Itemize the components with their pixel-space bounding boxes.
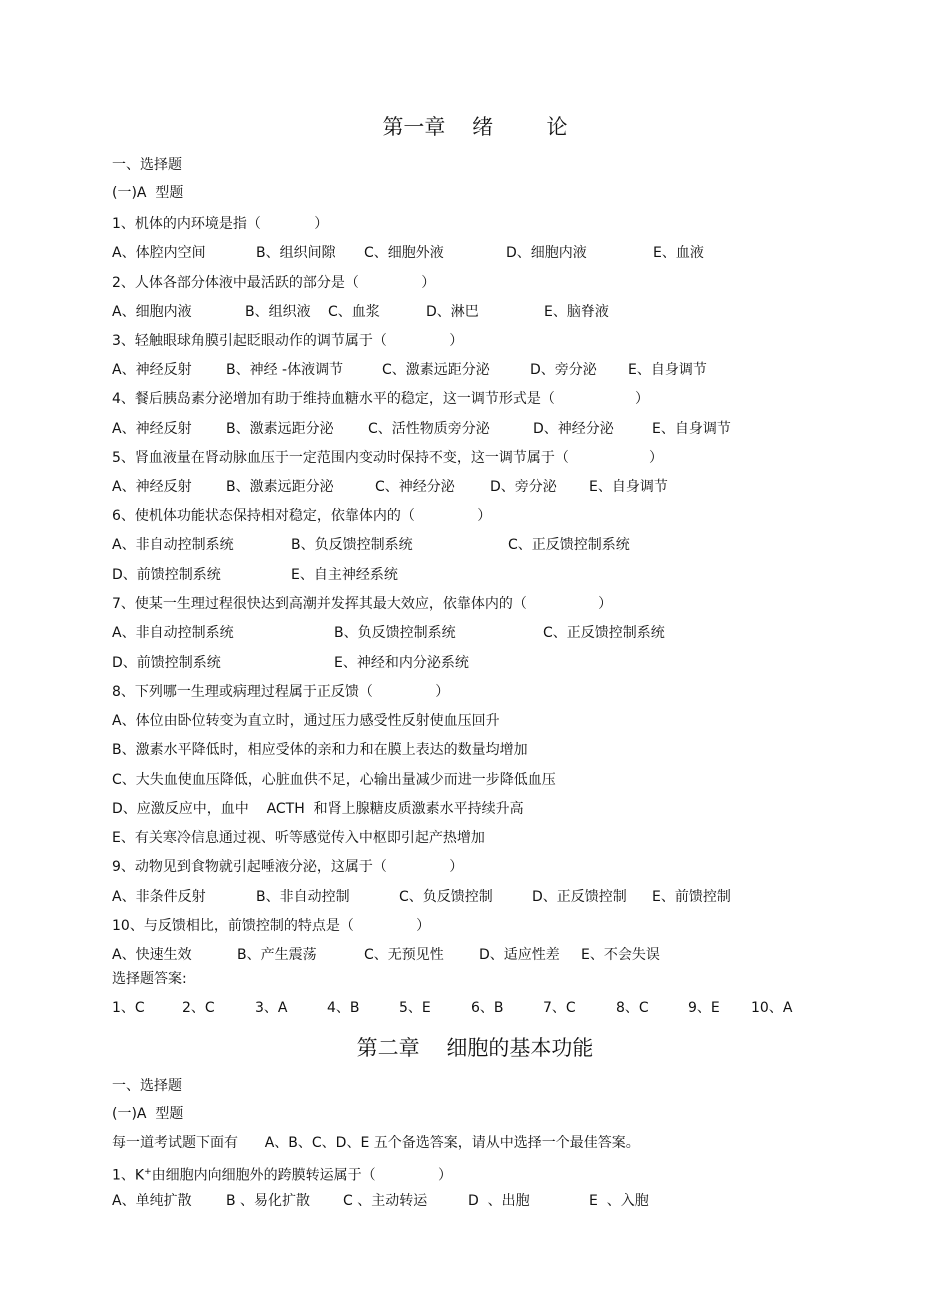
option-b: B、激素远距分泌 <box>226 479 334 495</box>
option-d: D、适应性差 <box>479 947 560 963</box>
question-type-heading: (一)A 型题 <box>112 1106 184 1122</box>
question-type-heading: (一)A 型题 <box>112 185 184 201</box>
option-e: E、前馈控制 <box>652 889 731 905</box>
answer-1: 1、C <box>112 1000 145 1016</box>
option-a: A、体腔内空间 <box>112 245 206 261</box>
option-c: C、负反馈控制 <box>399 889 493 905</box>
question-4: 4、餐后胰岛素分泌增加有助于维持血糖水平的稳定，这一调节形式是（ ） <box>112 391 650 407</box>
option-e: E、自身调节 <box>628 362 707 378</box>
question-text: 由细胞内向细胞外的跨膜转运属于（ ） <box>151 1167 452 1184</box>
option-e: E、自身调节 <box>589 479 668 495</box>
option-b: B、激素远距分泌 <box>226 421 334 437</box>
option-b: B、产生震荡 <box>237 947 317 963</box>
question-prefix: 1、K <box>112 1167 145 1184</box>
option-d: D、旁分泌 <box>490 479 557 495</box>
question-8-option-c: C、大失血使血压降低，心脏血供不足，心输出量减少而进一步降低血压 <box>112 772 556 788</box>
option-e: E 、入胞 <box>589 1193 649 1209</box>
section-heading: 一、选择题 <box>112 1078 182 1094</box>
option-d: D、细胞内液 <box>506 245 587 261</box>
option-b: B 、易化扩散 <box>226 1193 311 1209</box>
answer-4: 4、B <box>327 1000 360 1016</box>
question-9: 9、动物见到食物就引起唾液分泌，这属于（ ） <box>112 859 464 875</box>
answer-3: 3、A <box>255 1000 288 1016</box>
option-b: B、负反馈控制系统 <box>334 625 456 641</box>
option-e: E、血液 <box>653 245 704 261</box>
option-b: B、组织液 <box>245 304 311 320</box>
option-e: E、自身调节 <box>652 421 731 437</box>
option-b: B、非自动控制 <box>256 889 350 905</box>
option-d: D 、出胞 <box>468 1193 530 1209</box>
option-a: A、非条件反射 <box>112 889 206 905</box>
option-a: A、单纯扩散 <box>112 1193 192 1209</box>
question-1: 1、机体的内环境是指（ ） <box>112 216 329 232</box>
question-10: 10、与反馈相比，前馈控制的特点是（ ） <box>112 918 431 934</box>
option-c: C、激素远距分泌 <box>382 362 490 378</box>
answer-5: 5、E <box>399 1000 431 1016</box>
option-e: E、神经和内分泌系统 <box>334 655 469 671</box>
option-c: C、活性物质旁分泌 <box>368 421 490 437</box>
option-a: A、神经反射 <box>112 421 192 437</box>
option-c: C、血浆 <box>328 304 380 320</box>
answer-9: 9、E <box>688 1000 720 1016</box>
answer-6: 6、B <box>471 1000 504 1016</box>
chapter-1-title: 第一章 绪 论 <box>382 115 568 139</box>
section-heading: 一、选择题 <box>112 157 182 173</box>
option-a: A、快速生效 <box>112 947 192 963</box>
answers-label: 选择题答案: <box>112 971 187 987</box>
option-d: D、神经分泌 <box>533 421 614 437</box>
option-a: A、非自动控制系统 <box>112 537 234 553</box>
option-a: A、非自动控制系统 <box>112 625 234 641</box>
question-3: 3、轻触眼球角膜引起眨眼动作的调节属于（ ） <box>112 333 464 349</box>
option-d: D、前馈控制系统 <box>112 655 221 671</box>
option-e: E、脑脊液 <box>544 304 609 320</box>
option-b: B、负反馈控制系统 <box>291 537 413 553</box>
question-8-option-a: A、体位由卧位转变为直立时，通过压力感受性反射使血压回升 <box>112 713 500 729</box>
question-7: 7、使某一生理过程很快达到高潮并发挥其最大效应，依靠体内的（ ） <box>112 596 613 612</box>
option-b: B、组织间隙 <box>256 245 336 261</box>
option-d: D、前馈控制系统 <box>112 567 221 583</box>
option-b: B、神经 -体液调节 <box>226 362 344 378</box>
option-a: A、神经反射 <box>112 362 192 378</box>
question-8: 8、下列哪一生理或病理过程属于正反馈（ ） <box>112 684 450 700</box>
answer-7: 7、C <box>543 1000 576 1016</box>
option-d: D、淋巴 <box>426 304 479 320</box>
option-e: E、自主神经系统 <box>291 567 398 583</box>
answer-2: 2、C <box>182 1000 215 1016</box>
option-e: E、不会失误 <box>581 947 660 963</box>
question-8-option-d: D、应激反应中，血中 ACTH 和肾上腺糖皮质激素水平持续升高 <box>112 801 524 817</box>
instruction: 每一道考试题下面有 A、B、C、D、E 五个备选答案，请从中选择一个最佳答案。 <box>112 1135 640 1151</box>
chapter-2-title: 第二章 细胞的基本功能 <box>356 1036 594 1060</box>
answer-8: 8、C <box>616 1000 649 1016</box>
question-6: 6、使机体功能状态保持相对稳定，依靠体内的（ ） <box>112 508 492 524</box>
option-c: C 、主动转运 <box>343 1193 428 1209</box>
answer-10: 10、A <box>751 1000 793 1016</box>
option-c: C、正反馈控制系统 <box>508 537 630 553</box>
question-8-option-e: E、有关寒冷信息通过视、听等感觉传入中枢即引起产热增加 <box>112 830 485 846</box>
question-5: 5、肾血液量在肾动脉血压于一定范围内变动时保持不变，这一调节属于（ ） <box>112 450 664 466</box>
option-a: A、神经反射 <box>112 479 192 495</box>
option-d: D、旁分泌 <box>530 362 597 378</box>
option-c: C、神经分泌 <box>375 479 455 495</box>
option-a: A、细胞内液 <box>112 304 192 320</box>
ch2-question-1 <box>112 1161 452 1183</box>
question-2: 2、人体各部分体液中最活跃的部分是（ ） <box>112 275 436 291</box>
superscript-plus: + <box>144 1167 152 1177</box>
option-c: C、细胞外液 <box>364 245 444 261</box>
option-c: C、无预见性 <box>364 947 444 963</box>
question-8-option-b: B、激素水平降低时，相应受体的亲和力和在膜上表达的数量均增加 <box>112 742 528 758</box>
option-c: C、正反馈控制系统 <box>543 625 665 641</box>
option-d: D、正反馈控制 <box>532 889 627 905</box>
